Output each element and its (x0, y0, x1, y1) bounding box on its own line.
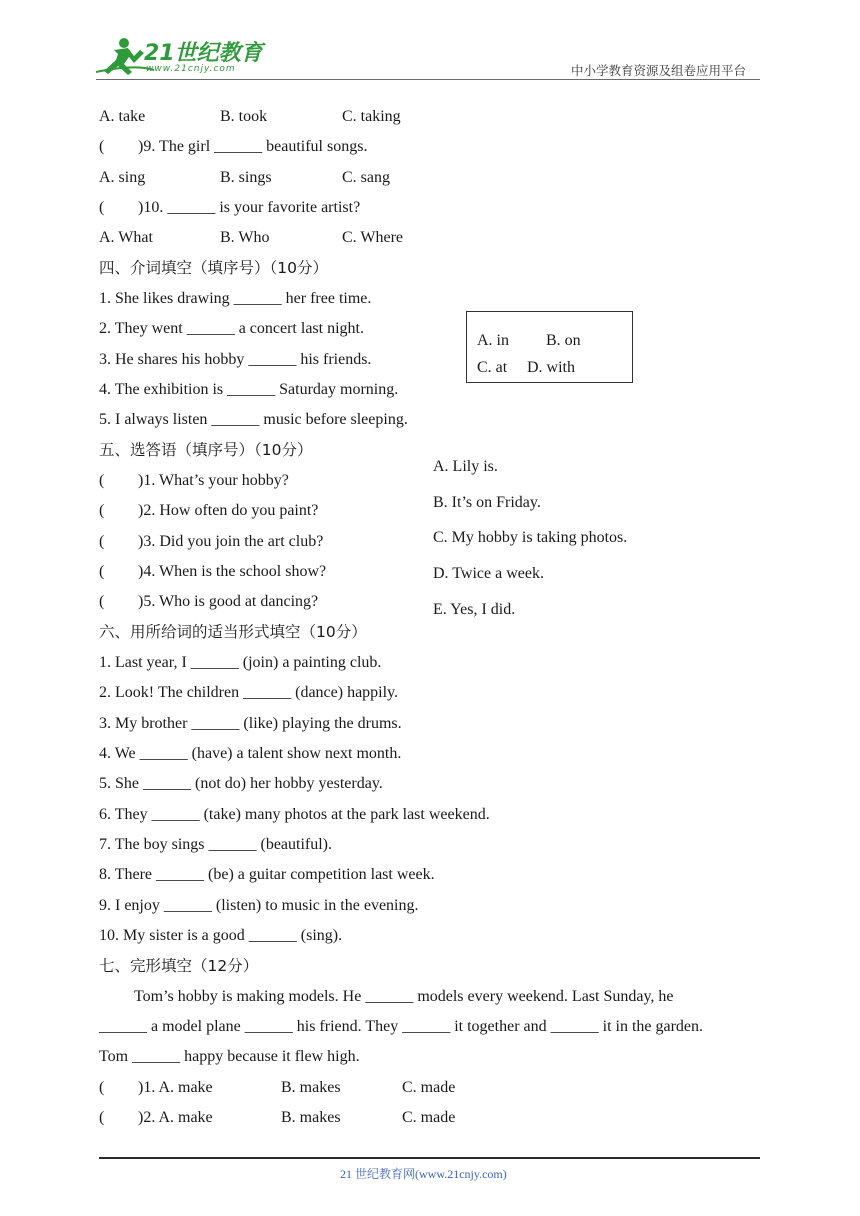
section4-item: 2. They went ______ a concert last night. (99, 320, 364, 337)
q9-option-a: A. sing (99, 169, 146, 186)
section4-item: 1. She likes drawing ______ her free time. (99, 290, 372, 307)
footer-link[interactable]: 21 世纪教育网(www.21cnjy.com) (340, 1167, 507, 1181)
section5-title: 五、选答语（填序号）（10分） (99, 441, 313, 459)
section6-item: 1. Last year, I ______ (join) a painting club. (99, 654, 382, 671)
section5-question: )2. How often do you paint? (138, 502, 319, 519)
cloze-q2-stem: )2. A. make (138, 1109, 213, 1126)
section5-answer: D. Twice a week. (433, 565, 544, 582)
section5-question: )4. When is the school show? (138, 563, 327, 580)
header-divider (96, 79, 760, 80)
section6-item: 4. We ______ (have) a talent show next month. (99, 745, 402, 762)
section6-item: 5. She ______ (not do) her hobby yesterday. (99, 775, 383, 792)
header-tagline: 中小学教育资源及组卷应用平台 (571, 63, 747, 78)
section5-answer: B. It’s on Friday. (433, 494, 541, 511)
section5-question: )3. Did you join the art club? (138, 533, 324, 550)
cloze-q1-paren: ( (99, 1079, 105, 1096)
passage-line: Tom ______ happy because it flew high. (99, 1048, 360, 1065)
section5-paren: ( (99, 593, 105, 610)
section4-item: 3. He shares his hobby ______ his friends. (99, 351, 372, 368)
passage-line: Tom’s hobby is making models. He ______ models every weekend. Last Sunday, he (134, 988, 674, 1005)
preposition-options-box (466, 311, 633, 383)
box-option-d: D. with (527, 359, 575, 376)
section6-item: 10. My sister is a good ______ (sing). (99, 927, 343, 944)
q10-stem: )10. ______ is your favorite artist? (138, 199, 361, 216)
section5-answer: E. Yes, I did. (433, 601, 516, 618)
section5-paren: ( (99, 472, 105, 489)
section5-paren: ( (99, 533, 105, 550)
q10-option-b: B. Who (220, 229, 270, 246)
q10-option-a: A. What (99, 229, 153, 246)
section6-item: 2. Look! The children ______ (dance) happily. (99, 684, 399, 701)
section4-item: 4. The exhibition is ______ Saturday morning. (99, 381, 399, 398)
cloze-q1-option-c: C. made (402, 1079, 456, 1096)
section5-answer: C. My hobby is taking photos. (433, 529, 628, 546)
option-b: B. took (220, 108, 268, 125)
q10-option-c: C. Where (342, 229, 404, 246)
site-logo (94, 36, 264, 78)
section4-item: 5. I always listen ______ music before sleeping. (99, 411, 408, 428)
passage-line: ______ a model plane ______ his friend. They ______ it together and ______ it in the garden. (99, 1018, 704, 1035)
logo-text: 21世纪教育 (144, 41, 263, 66)
option-c: C. taking (342, 108, 401, 125)
cloze-q1-option-b: B. makes (281, 1079, 341, 1096)
section5-question: )5. Who is good at dancing? (138, 593, 319, 610)
box-option-a: A. in (477, 332, 509, 349)
cloze-q2-option-c: C. made (402, 1109, 456, 1126)
section4-title: 四、介词填空（填序号）（10分） (99, 259, 328, 277)
q9-paren: ( (99, 138, 105, 155)
section6-item: 6. They ______ (take) many photos at the park last weekend. (99, 806, 490, 823)
section5-paren: ( (99, 563, 105, 580)
section7-title: 七、完形填空（12分） (99, 957, 259, 975)
box-option-b: B. on (546, 332, 581, 349)
option-a: A. take (99, 108, 146, 125)
cloze-q2-option-b: B. makes (281, 1109, 341, 1126)
section6-item: 3. My brother ______ (like) playing the drums. (99, 715, 402, 732)
box-option-c: C. at (477, 359, 508, 376)
section6-title: 六、用所给词的适当形式填空（10分） (99, 623, 367, 641)
section5-paren: ( (99, 502, 105, 519)
q9-option-c: C. sang (342, 169, 390, 186)
section5-answer: A. Lily is. (433, 458, 498, 475)
q9-option-b: B. sings (220, 169, 272, 186)
section5-question: )1. What’s your hobby? (138, 472, 289, 489)
q9-stem: )9. The girl ______ beautiful songs. (138, 138, 368, 155)
footer-divider (99, 1157, 760, 1159)
section6-item: 7. The boy sings ______ (beautiful). (99, 836, 333, 853)
section6-item: 9. I enjoy ______ (listen) to music in the evening. (99, 897, 419, 914)
section6-item: 8. There ______ (be) a guitar competition last week. (99, 866, 435, 883)
q10-paren: ( (99, 199, 105, 216)
cloze-q1-stem: )1. A. make (138, 1079, 213, 1096)
cloze-q2-paren: ( (99, 1109, 105, 1126)
logo-url: www.21cnjy.com (146, 64, 236, 74)
